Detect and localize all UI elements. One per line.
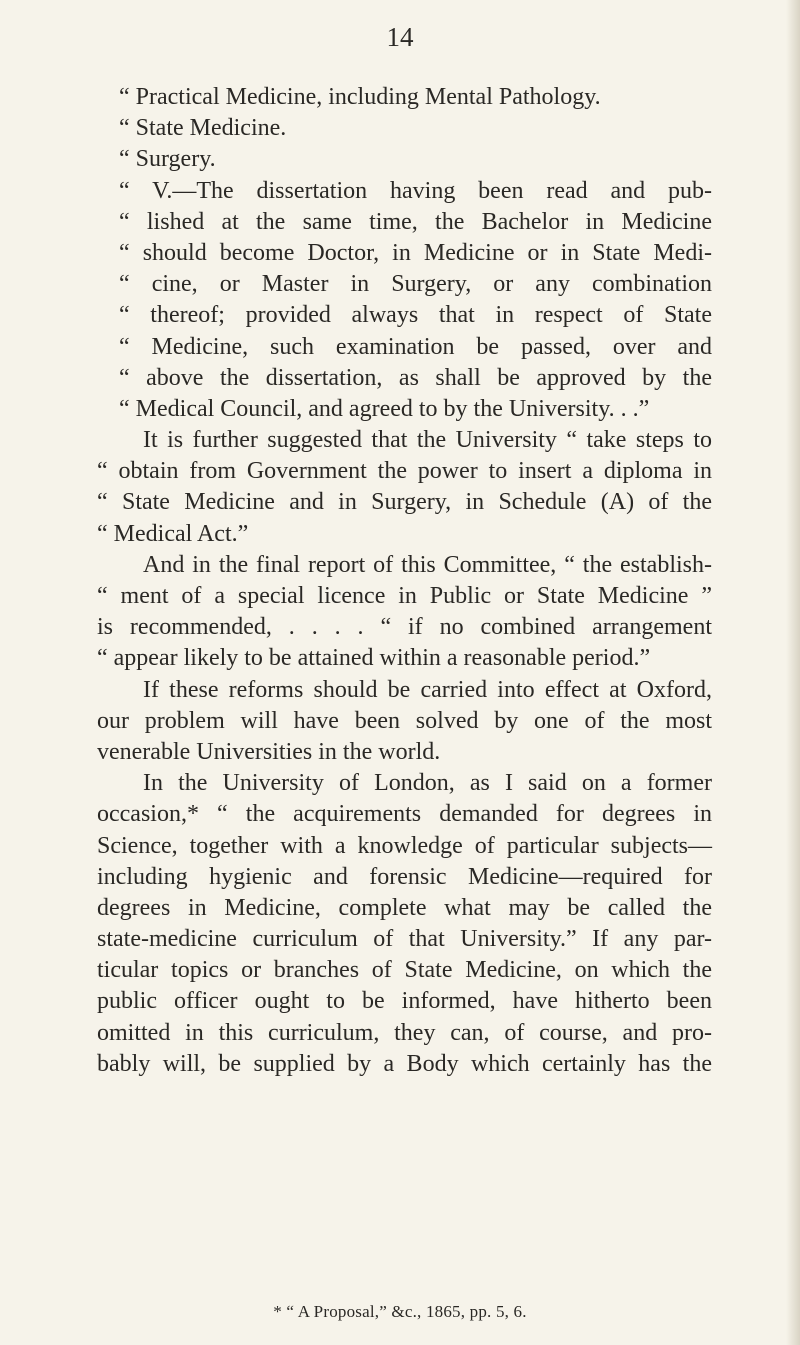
text-line: bably will, be supplied by a Body which certainly has the (97, 1050, 712, 1077)
text-line: “ thereof; provided always that in respect of State (119, 302, 712, 329)
text-line: “ Medicine, such examination be passed, over and (119, 333, 712, 360)
text-line: occasion,* “ the acquirements demanded for degrees in (97, 801, 712, 828)
text-line: Science, together with a knowledge of particular subjects— (97, 832, 712, 859)
text-line: “ obtain from Government the power to insert a diploma in (97, 458, 712, 485)
page-edge (786, 0, 800, 1345)
text-line: including hygienic and forensic Medicine—required for (97, 863, 712, 890)
text-line: “ lished at the same time, the Bachelor in Medicine (119, 208, 712, 235)
text-line: It is further suggested that the University “ take steps to (143, 427, 712, 454)
text-line: is recommended, . . . . “ if no combined arrangement (97, 614, 712, 641)
text-line: “ ment of a special licence in Public or State Medicine ” (97, 583, 712, 609)
text-line: omitted in this curriculum, they can, of course, and pro- (97, 1019, 712, 1046)
text-line: And in the final report of this Committee, “ the establish- (143, 551, 712, 578)
text-line: “ V.—The dissertation having been read and pub- (119, 177, 712, 204)
text-line: “ appear likely to be attained within a reasonable period.” (97, 645, 651, 672)
text-line: “ above the dissertation, as shall be approved by the (119, 364, 712, 391)
text-line: “ should become Doctor, in Medicine or in State Medi- (119, 239, 712, 266)
text-line: “ State Medicine and in Surgery, in Schedule (A) of the (97, 489, 712, 516)
text-line: ticular topics or branches of State Medicine, on which the (97, 957, 712, 984)
text-line: “ Practical Medicine, including Mental Pathology. (119, 84, 601, 110)
text-line: “ State Medicine. (119, 115, 287, 142)
page-number: 14 (386, 22, 414, 52)
text-line: “ Medical Council, and agreed to by the University. . .” (119, 395, 650, 422)
text-line: our problem will have been solved by one of the most (97, 707, 712, 734)
text-line: In the University of London, as I said on a former (143, 770, 712, 797)
footnote: * “ A Proposal,” &c., 1865, pp. 5, 6. (273, 1302, 527, 1321)
text-line: state-medicine curriculum of that University.” If any par- (97, 926, 712, 953)
text-line: “ Medical Act.” (97, 520, 249, 547)
text-line: “ cine, or Master in Surgery, or any combination (119, 271, 712, 298)
text-line: degrees in Medicine, complete what may be called the (97, 894, 712, 921)
text-line: public officer ought to be informed, have hitherto been (97, 988, 712, 1015)
text-line: “ Surgery. (119, 146, 216, 173)
text-line: venerable Universities in the world. (97, 738, 441, 765)
text-line: If these reforms should be carried into effect at Oxford, (143, 676, 712, 703)
body-text (97, 82, 712, 1080)
